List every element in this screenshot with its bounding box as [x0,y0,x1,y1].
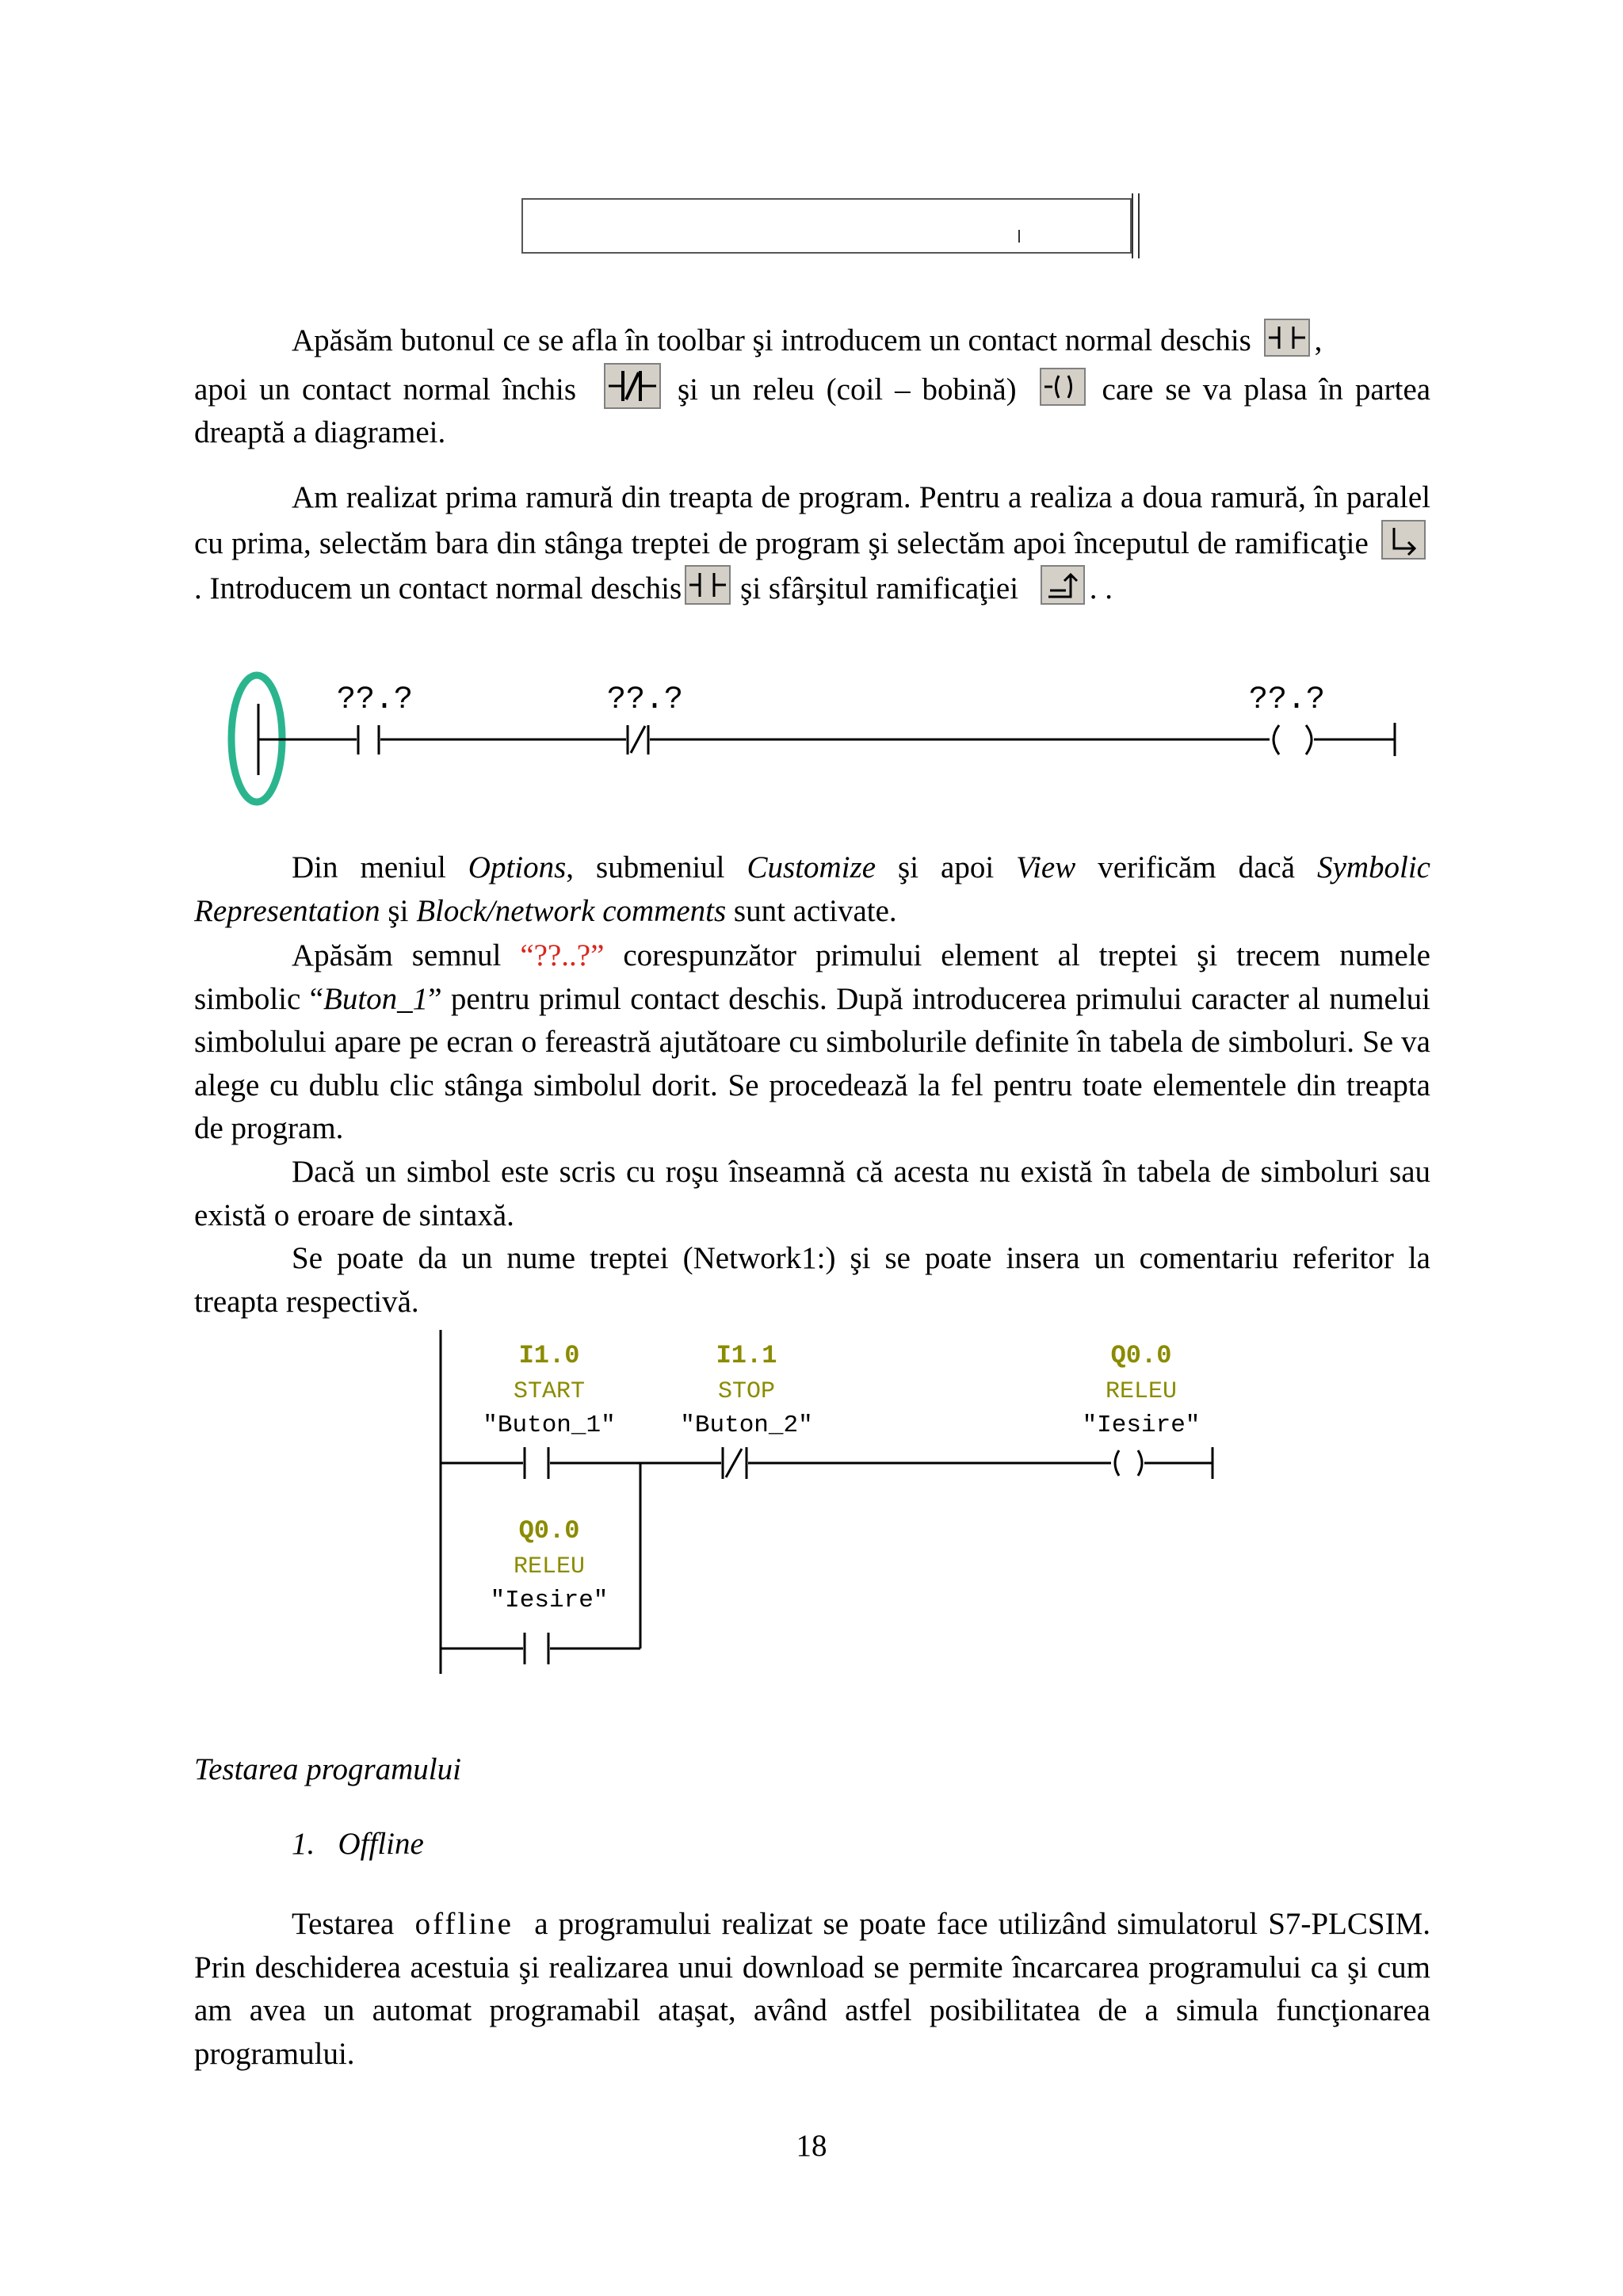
hold-comment: RELEU [513,1553,586,1580]
coil-symbol[interactable] [1274,725,1279,755]
start-comment: START [513,1378,586,1405]
paragraph-branch: Am realizat prima ramură din treapta de program. Pentru a realiza a doua ramură, în paralel cu prima, selectăm bara din stânga treptei de program şi selectăm apoi începutul de ramificaţie . Introducem un contact normal deschis şi sfârşitul ramificaţiei . . [194,480,1430,606]
paragraph-red-symbol: Dacă un simbol este scris cu roşu înseamnă că acesta nu există în tabela de simboluri sau există o eroare de sintaxă. [194,1155,1430,1232]
hold-address[interactable]: Q0.0 [518,1516,580,1545]
paragraph-offline-test: Testarea offline a programului realizat se poate face utilizând simulatorul S7-PLCSIM. Prin deschiderea acestuia şi realizarea unui download se permite încarcarea programului ca şi cum am avea un automat programabil ataşat, având astfel posibilitatea de a simula funcţionarea programului. [194,1907,1430,2071]
stop-address[interactable]: I1.1 [716,1341,777,1370]
coil-comment: RELEU [1105,1378,1178,1405]
coil-address[interactable]: ??.? [1249,682,1326,718]
contact-2-address[interactable]: ??.? [607,682,684,718]
hold-symbol[interactable]: "Iesire" [490,1587,609,1614]
relay-coil-symbol[interactable] [1115,1450,1119,1476]
toolbar-strip [521,198,1132,254]
section-heading: Testarea programului [194,1752,461,1786]
nc-contact-icon[interactable] [604,363,661,409]
start-symbol[interactable]: "Buton_1" [483,1412,616,1439]
start-address[interactable]: I1.0 [518,1341,580,1370]
page-number: 18 [796,2129,827,2163]
paragraph-options-menu: Din meniul Options, submeniul Customize şi apoi View verificăm dacă Symbolic Representation şi Block/network comments sunt activate. [194,850,1430,928]
paragraph-toolbar-contacts: Apăsăm butonul ce se afla în toolbar şi introducem un contact normal deschis , apoi un contact normal închis şi un releu (coil – bobină) care se va plasa în partea dreaptă a diagramei. [194,319,1430,455]
ladder-diagram-self-hold [428,1316,1228,1680]
coil-icon[interactable] [1040,368,1086,406]
paragraph-symbol-entry: Apăsăm semnul “??..?” corespunzător primului element al treptei şi trecem numele simbolic “Buton_1” pentru primul contact deschis. După introducerea primului caracter al numelui simbolului apare pe ecran o fereastră ajutătoare cu simbolurile definite în tabela de simboluri. Se va alege cu dublu clic stânga simbolul dorit. Se procedează la fel pentru toate elementele din treapta de program. [194,938,1431,1145]
coil-address[interactable]: Q0.0 [1110,1341,1172,1370]
coil-symbol-name[interactable]: "Iesire" [1082,1412,1201,1439]
ladder-diagram-blank [222,666,1403,808]
paragraph-network-name: Se poate da un nume treptei (Network1:) şi se poate insera un comentariu referitor la treapta respectivă. [194,1241,1430,1319]
branch-close-icon[interactable] [1041,565,1085,605]
no-contact-icon[interactable] [685,565,731,605]
branch-open-icon[interactable] [1381,520,1426,560]
stop-comment: STOP [717,1378,776,1405]
no-contact-icon[interactable] [1264,319,1310,357]
contact-1-address[interactable]: ??.? [337,682,414,718]
list-item-offline: 1. Offline [292,1827,424,1861]
stop-symbol[interactable]: "Buton_2" [680,1412,813,1439]
